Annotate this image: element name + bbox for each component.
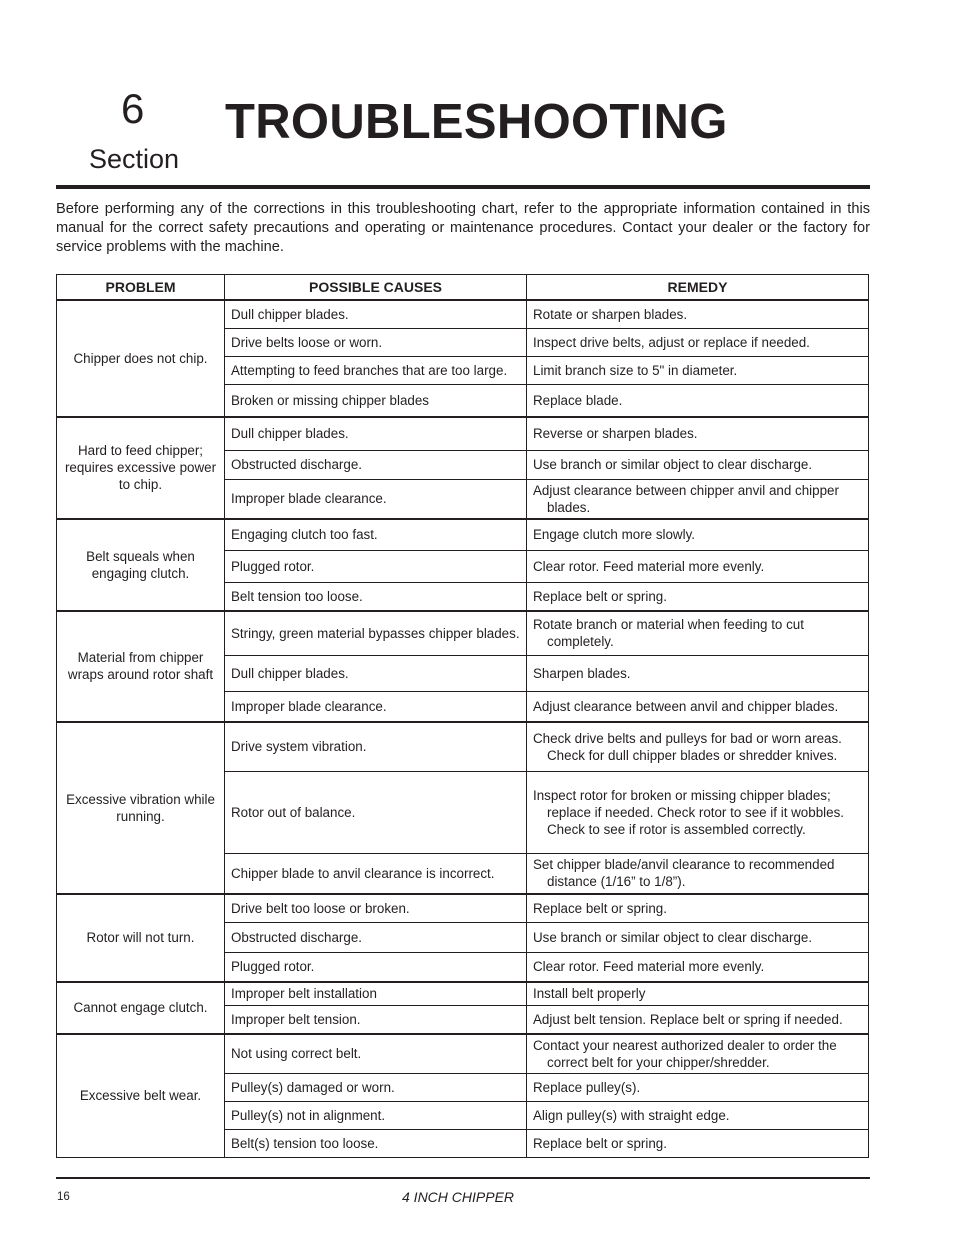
cause-text: Improper belt tension. xyxy=(231,1011,361,1027)
remedy-text: Replace blade. xyxy=(533,392,623,408)
remedy-text: Set chipper blade/anvil clearance to recommended distance (1/16” to 1/8”). xyxy=(533,857,835,890)
remedy-text: Sharpen blades. xyxy=(533,666,631,681)
remedy-text: Reverse or sharpen blades. xyxy=(533,426,698,442)
table-row xyxy=(57,722,869,772)
page-number: 16 xyxy=(57,1191,70,1203)
cause-text: Rotor out of balance. xyxy=(231,805,356,820)
table-body xyxy=(57,300,869,1158)
cause-cell xyxy=(225,551,527,583)
remedy-cell xyxy=(527,1102,869,1130)
table-row xyxy=(57,519,869,551)
remedy-cell xyxy=(527,583,869,611)
remedy-text: Align pulley(s) with straight edge. xyxy=(533,1108,730,1123)
remedy-text: Use branch or similar object to clear discharge. xyxy=(533,930,813,945)
remedy-cell xyxy=(527,479,869,519)
cause-text: Dull chipper blades. xyxy=(231,306,349,322)
cause-cell xyxy=(225,417,527,450)
remedy-text: Clear rotor. Feed material more evenly. xyxy=(533,959,765,975)
problem-cell: Excessive belt wear. xyxy=(57,1034,225,1158)
section-label: Section xyxy=(89,144,180,174)
troubleshooting-table xyxy=(56,274,869,1158)
table-row xyxy=(57,982,869,1006)
cause-cell xyxy=(225,953,527,982)
cause-cell xyxy=(225,923,527,953)
problem-cell: Chipper does not chip. xyxy=(57,300,225,417)
table-row xyxy=(57,894,869,923)
remedy-cell xyxy=(527,1130,869,1158)
remedy-cell xyxy=(527,519,869,551)
cause-text: Obstructed discharge. xyxy=(231,930,362,945)
remedy-cell xyxy=(527,772,869,854)
cause-cell xyxy=(225,300,527,328)
cause-text: Not using correct belt. xyxy=(231,1046,362,1062)
remedy-cell xyxy=(527,1074,869,1102)
cause-cell xyxy=(225,1034,527,1074)
cause-cell xyxy=(225,328,527,356)
cause-text: Drive system vibration. xyxy=(231,739,367,755)
cause-text: Improper blade clearance. xyxy=(231,698,387,714)
cause-cell xyxy=(225,1074,527,1102)
header-remedy: REMEDY xyxy=(527,275,869,301)
remedy-cell xyxy=(527,854,869,894)
page-title: TROUBLESHOOTING xyxy=(225,95,728,149)
remedy-text: Adjust clearance between anvil and chipper blades. xyxy=(533,698,839,714)
cause-cell xyxy=(225,1102,527,1130)
cause-cell xyxy=(225,356,527,384)
remedy-text: Engage clutch more slowly. xyxy=(533,527,696,543)
remedy-cell xyxy=(527,328,869,356)
cause-cell xyxy=(225,1006,527,1034)
remedy-text: Install belt properly xyxy=(533,986,646,1002)
cause-text: Drive belt too loose or broken. xyxy=(231,900,410,916)
remedy-cell xyxy=(527,300,869,328)
remedy-text: Contact your nearest authorized dealer to order the correct belt for your chipper/shredder. xyxy=(533,1037,837,1070)
remedy-cell xyxy=(527,384,869,417)
remedy-cell xyxy=(527,953,869,982)
remedy-text: Replace pulley(s). xyxy=(533,1080,641,1095)
problem-cell: Material from chipper wraps around rotor shaft xyxy=(57,611,225,722)
cause-cell xyxy=(225,772,527,854)
remedy-text: Adjust clearance between chipper anvil and chipper blades. xyxy=(533,482,839,515)
remedy-text: Clear rotor. Feed material more evenly. xyxy=(533,559,765,574)
cause-cell xyxy=(225,479,527,519)
header-causes: POSSIBLE CAUSES xyxy=(225,275,527,301)
cause-text: Chipper blade to anvil clearance is incorrect. xyxy=(231,865,495,881)
table-row xyxy=(57,417,869,450)
remedy-cell xyxy=(527,417,869,450)
cause-text: Drive belts loose or worn. xyxy=(231,334,383,350)
cause-text: Dull chipper blades. xyxy=(231,426,349,442)
remedy-text: Replace belt or spring. xyxy=(533,900,667,916)
remedy-cell xyxy=(527,551,869,583)
table-header-row xyxy=(57,275,869,301)
table-row xyxy=(57,1034,869,1074)
remedy-text: Limit branch size to 5" in diameter. xyxy=(533,362,738,378)
remedy-text: Replace belt or spring. xyxy=(533,588,667,604)
cause-text: Obstructed discharge. xyxy=(231,457,362,472)
footer-rule xyxy=(56,1177,870,1179)
cause-text: Engaging clutch too fast. xyxy=(231,527,378,543)
problem-cell: Hard to feed chipper; requires excessive power to chip. xyxy=(57,417,225,519)
remedy-text: Use branch or similar object to clear discharge. xyxy=(533,457,813,472)
cause-cell xyxy=(225,611,527,656)
cause-cell xyxy=(225,854,527,894)
cause-text: Pulley(s) damaged or worn. xyxy=(231,1080,395,1095)
remedy-cell xyxy=(527,611,869,656)
intro-paragraph: Before performing any of the corrections in this troubleshooting chart, refer to the appropriate information contained in this manual for the correct safety precautions and operating or maintenance procedures. Contact your dealer or the factory for service problems with the machine. xyxy=(56,201,870,255)
problem-cell: Excessive vibration while running. xyxy=(57,722,225,894)
cause-cell xyxy=(225,982,527,1006)
section-number: 6 xyxy=(121,85,145,132)
problem-cell: Belt squeals when engaging clutch. xyxy=(57,519,225,611)
cause-text: Stringy, green material bypasses chipper blades. xyxy=(231,625,520,641)
cause-text: Improper belt installation xyxy=(231,986,377,1002)
table-row xyxy=(57,300,869,328)
cause-cell xyxy=(225,450,527,479)
remedy-cell xyxy=(527,982,869,1006)
cause-cell xyxy=(225,384,527,417)
remedy-cell xyxy=(527,722,869,772)
remedy-cell xyxy=(527,1006,869,1034)
remedy-cell xyxy=(527,894,869,923)
remedy-cell xyxy=(527,1034,869,1074)
remedy-text: Inspect rotor for broken or missing chipper blades; replace if needed. Check rotor to see if it wobbles. Check to see if rotor is assembled correctly. xyxy=(533,788,844,837)
remedy-text: Rotate branch or material when feeding to cut completely. xyxy=(533,617,804,650)
remedy-cell xyxy=(527,356,869,384)
problem-cell: Cannot engage clutch. xyxy=(57,982,225,1034)
cause-cell xyxy=(225,519,527,551)
header-rule xyxy=(56,185,870,189)
cause-text: Belt(s) tension too loose. xyxy=(231,1136,379,1151)
cause-text: Improper blade clearance. xyxy=(231,491,387,506)
remedy-text: Adjust belt tension. Replace belt or spring if needed. xyxy=(533,1011,843,1027)
cause-text: Belt tension too loose. xyxy=(231,588,363,604)
cause-text: Attempting to feed branches that are too large. xyxy=(231,362,508,378)
remedy-cell xyxy=(527,692,869,722)
remedy-cell xyxy=(527,923,869,953)
cause-cell xyxy=(225,894,527,923)
cause-cell xyxy=(225,656,527,692)
cause-cell xyxy=(225,722,527,772)
cause-cell xyxy=(225,1130,527,1158)
remedy-text: Replace belt or spring. xyxy=(533,1136,667,1151)
cause-text: Broken or missing chipper blades xyxy=(231,392,429,408)
problem-cell: Rotor will not turn. xyxy=(57,894,225,982)
cause-cell xyxy=(225,692,527,722)
remedy-cell xyxy=(527,450,869,479)
remedy-cell xyxy=(527,656,869,692)
remedy-text: Rotate or sharpen blades. xyxy=(533,306,688,322)
cause-text: Dull chipper blades. xyxy=(231,666,349,681)
remedy-text: Check drive belts and pulleys for bad or worn areas. Check for dull chipper blades or shredder knives. xyxy=(533,730,842,763)
table-row xyxy=(57,611,869,656)
cause-text: Plugged rotor. xyxy=(231,959,315,975)
cause-text: Plugged rotor. xyxy=(231,559,315,574)
cause-cell xyxy=(225,583,527,611)
remedy-text: Inspect drive belts, adjust or replace if needed. xyxy=(533,334,810,350)
footer-title: 4 INCH CHIPPER xyxy=(402,1189,515,1205)
cause-text: Pulley(s) not in alignment. xyxy=(231,1108,386,1123)
header-problem: PROBLEM xyxy=(57,275,225,301)
